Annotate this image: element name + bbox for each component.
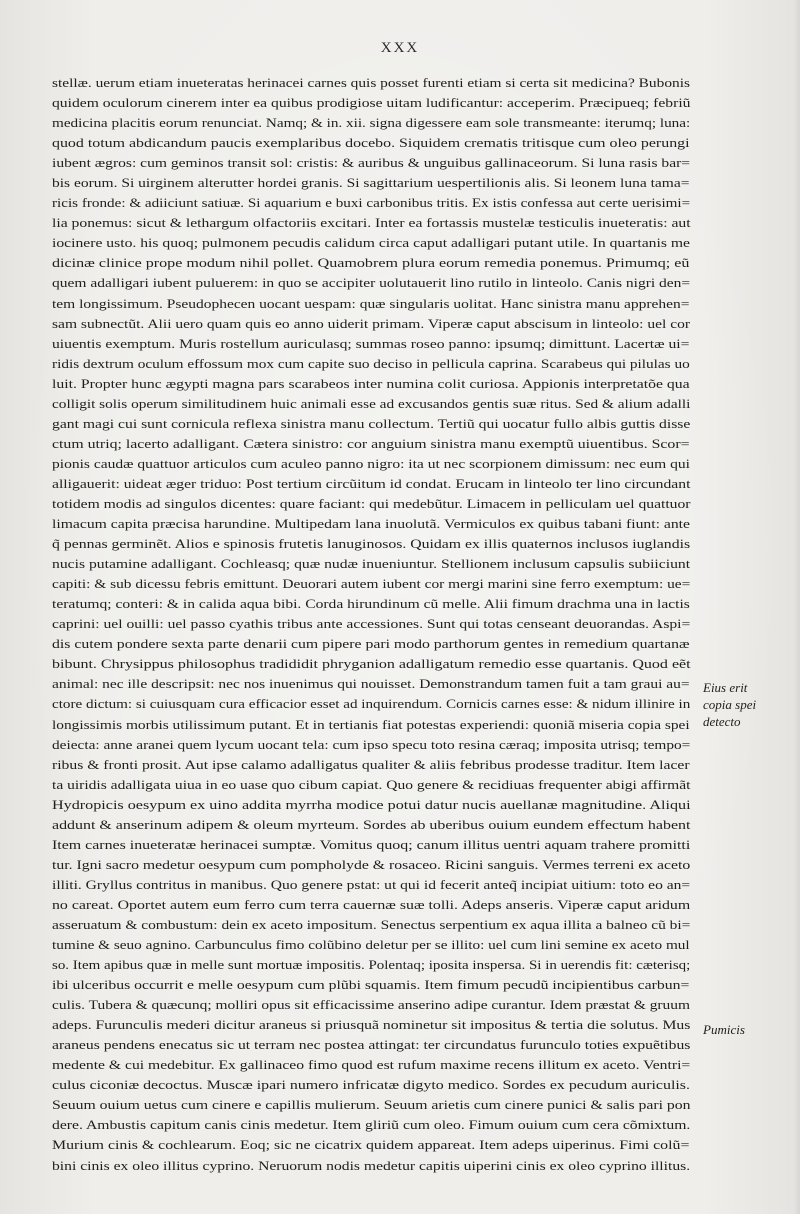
text-line: sam subnectũt. Alii uero quam quis eo anno uiderit primam. Viperæ caput abscisum in linteolo: uel cor xyxy=(52,315,691,331)
text-line: ctore dictum: si cuiusquam cura efficacior esset ad inquirendum. Cornicis carnes esse: & nidum illinire in xyxy=(52,696,691,712)
text-line: teratumq; conteri: & in calida aqua bibi. Corda hirundinum cũ melle. Alii fimum drachma una in lactis xyxy=(52,596,690,612)
text-line: quod totum abdicandum paucis exemplaribus docebo. Siquidem crematis tritisque cum oleo perungi xyxy=(52,135,690,151)
marginal-note-line: copia spei xyxy=(703,697,757,712)
text-line: dere. Ambustis capitum canis cinis medetur. Item gliriũ cum oleo. Fimum ouium cum cera cõmixtum. xyxy=(52,1117,691,1133)
text-line: illiti. Gryllus contritus in manibus. Quo genere pstat: ut qui id fecerit anteq̃ incipiat uitium: toto eo an= xyxy=(52,876,691,892)
text-line: ridis dextrum oculum effossum mox cum capite suo deciso in pellicula caprina. Scarabeus qui pilulas uo xyxy=(52,355,690,371)
text-line: culus ciconiæ decoctus. Muscæ ipari numero infricatæ digyto medico. Sordes ex pecudum auriculis. xyxy=(52,1077,690,1093)
text-line: longissimis morbis utilissimum putant. Et in tertianis fiat potestas experiendi: quoniã miseria copia spei xyxy=(52,716,690,732)
text-line: tem longissimum. Pseudophecen uocant uespam: quæ singularis uolitat. Hanc sinistra manu apprehen= xyxy=(52,295,690,311)
text-line: tumine & seuo agnino. Carbunculus fimo colũbino deletur per se illito: uel cum lini semine ex aceto mul xyxy=(52,937,690,953)
text-line: stellæ. uerum etiam inueteratas herinacei carnes quis posset furenti etiam si certa sit medicina? Bubonis xyxy=(52,75,690,90)
text-line: animal: nec ille descripsit: nec nos inuenimus qui nouisset. Demonstrandum tamen fuit a tam graui au= xyxy=(52,676,690,692)
text-line: quidem oculorum cinerem inter ea quibus prodigiose uitam ludificantur: acceperim. Præcipueq; febriũ xyxy=(52,95,691,111)
text-line: luit. Propter hunc ægypti magna pars scarabeos inter numina colit curiosa. Appionis interpretatõe qua xyxy=(52,375,690,391)
text-line: tur. Igni sacro medetur oesypum cum pompholyde & rosaceo. Ricini sanguis. Vermes terreni ex aceto xyxy=(52,856,691,872)
text-line: uiuentis exemptum. Muris rostellum auriculasq; summas roseo panno: ipsumq; dimittunt. Lacertæ ui= xyxy=(52,335,690,351)
text-line: iubent ægros: cum geminos transit sol: cristis: & auribus & unguibus gallinaceorum. Si luna rasis bar= xyxy=(52,155,691,171)
text-line: medicina placitis eorum renunciat. Namq; & in. xii. signa digessere eam sole transmeante: iterumq; luna: xyxy=(52,115,691,131)
marginal-note-line: detecto xyxy=(703,714,741,729)
marginal-note xyxy=(703,1021,795,1038)
text-line: ricis fronde: & adiiciunt satiuæ. Si aquarium e buxi carbonibus tritis. Ex istis confessa aut certe uerisimi= xyxy=(52,195,691,211)
text-line: limacum capita præcisa harundine. Multipedam lana inuolutã. Vermiculos ex quibus tabani fiunt: ante xyxy=(52,516,690,532)
text-line: Seuum ouium uetus cum cinere e capillis mulierum. Seuum arietis cum cinere punici & salis pari pon xyxy=(52,1097,691,1113)
text-line: alligauerit: uideat æger triduo: Post tertium circũitum id condat. Erucam in linteolo ter lino circundant xyxy=(52,475,691,491)
text-line: so. Item apibus quæ in melle sunt mortuæ impositis. Polentaq; iposita inspersa. Si in uerendis fit: cæterisq; xyxy=(52,957,691,973)
text-line: dicinæ clinice prope modum nihil pollet. Quamobrem plura eorum remedia ponemus. Primumq; eũ xyxy=(52,255,690,271)
text-line: medente & cui medebitur. Ex gallinaceo fimo quod est rufum maxime recens illitum ex aceto. Ventri= xyxy=(52,1057,691,1073)
marginal-note xyxy=(703,679,795,730)
text-line: ibi ulceribus occurrit e melle oesypum cum plũbi squamis. Item fimum pecudũ incipientibus carbun= xyxy=(52,977,690,993)
text-line: adeps. Furunculis mederi dicitur araneus si priusquã nominetur sit impositus & tertia die solutus. Mus xyxy=(52,1017,691,1033)
text-line: Hydropicis oesypum ex uino addita myrrha modice potui datur nucis auellanæ magnitudine. Aliqui xyxy=(52,796,691,812)
folio-number: XXX xyxy=(380,40,420,56)
text-line: dis cutem pondere sexta parte denarii cum pipere pari modo parthorum gentes in remedium quartanæ xyxy=(52,636,690,652)
text-line: Murium cinis & cochlearum. Eoq; sic ne cicatrix quidem appareat. Item adeps uiperinus. Fimi colũ= xyxy=(52,1137,690,1153)
text-line: no careat. Oportet autem eum ferro cum terra cauernæ suæ tolli. Adeps anseris. Viperæ caput aridum xyxy=(52,896,691,912)
text-line: q̃ pennas germinẽt. Alios e spinosis frutetis lanuginosos. Quidam ex illis quaternos inclusos iuglandis xyxy=(52,536,691,552)
text-line: lia ponemus: sicut & lethargum olfactoriis excitari. Inter ea fortassis mustelæ testiculis inueteratis: aut xyxy=(52,215,691,231)
text-line: caprini: uel ouilli: uel passo cyathis tribus ante accessiones. Sunt qui totas censeant deuorandas. Aspi= xyxy=(52,616,691,632)
text-line: deiecta: anne aranei quem lycum uocant tela: cum ipso specu toto resina cæraq; imposita utrisq; tempo= xyxy=(52,736,691,752)
text-line: addunt & anserinum adipem & oleum myrteum. Sordes ab uberibus ouium eundem effectum habent xyxy=(52,816,691,832)
page-edge-shadow xyxy=(794,0,800,1214)
text-line: bis eorum. Si uirginem alterutter hordei granis. Si sagittarium uespertilionis alis. Si leonem luna tama= xyxy=(52,175,690,191)
text-line: colligit solis operum similitudinem huic animali esse ad excusandos gentis suæ ritus. Sed & alium adalli xyxy=(52,395,691,411)
text-line: bini cinis ex oleo illitus cyprino. Neruorum nodis medetur capitis uiperini cinis ex oleo cyprino illitus. xyxy=(52,1157,691,1173)
text-line: asseruatum & combustum: dein ex aceto impositum. Senectus serpentium ex aqua illita a balneo cũ bi= xyxy=(52,916,691,932)
text-line: culis. Tubera & quæcunq; molliri opus sit efficacissime anserino adipe curantur. Idem præstat & gruum xyxy=(52,997,691,1013)
text-line: araneus pendens enecatus sic ut terram nec postea attingat: ter circundatus furunculo toties expuẽtibus xyxy=(52,1037,691,1053)
text-line: capiti: & sub dicessu febris emittunt. Deuorari autem iubent cor mergi marini sine ferro exemptum: ue= xyxy=(52,576,691,592)
text-line: totidem modis ad singulos dicentes: quare faciant: qui medebũtur. Limacem in pelliculam uel quattuor xyxy=(52,495,691,511)
text-line: ctum utriq; lacerto adalligant. Cætera sinistro: cor anguium sinistra manu exemptũ uiuentibus. Scor= xyxy=(52,435,690,451)
text-line: Item carnes inueteratæ herinacei sumptæ. Vomitus quoq; canum illitus uentri aquam trahere promitti xyxy=(52,836,691,852)
text-line: iocinere usto. his quoq; pulmonem pecudis calidum circa caput adalligari putant utile. In quartanis me xyxy=(52,235,690,251)
body-text xyxy=(52,73,692,1176)
marginal-note-line: Eius erit xyxy=(703,680,748,695)
text-line: nucis putamine adalligant. Cochleasq; quæ nudæ inueniuntur. Stellionem inclusum capsulis subiiciunt xyxy=(52,556,691,572)
text-line: bibunt. Chrysippus philosophus tradididit phryganion adalligatum remedio esse quartanis. Quod eẽt xyxy=(52,656,691,672)
text-line: quem adalligari iubent puluerem: in quo se accipiter uolutauerit lino rutilo in linteolo. Canis nigri den= xyxy=(52,275,691,291)
marginal-note-line: Pumicis xyxy=(703,1022,745,1037)
text-line: ta uiridis adalligata uiua in eo uase quo cibum capiat. Quo genere & recidiuas frequenter abigi affirmãt xyxy=(52,776,691,792)
text-line: ribus & fronti prosit. Aut ipse calamo adalligatus qualiter & aliis febribus prodesse traditur. Item lacer xyxy=(52,756,690,772)
text-line: gant magi cui sunt cornicula reflexa sinistra manu collectum. Tertiũ qui uocatur fullo albis guttis disse xyxy=(52,415,691,431)
text-line: pionis caudæ quattuor articulos cum aculeo panno nigro: ita ut nec scorpionem dimissum: nec eum qui xyxy=(52,455,690,471)
